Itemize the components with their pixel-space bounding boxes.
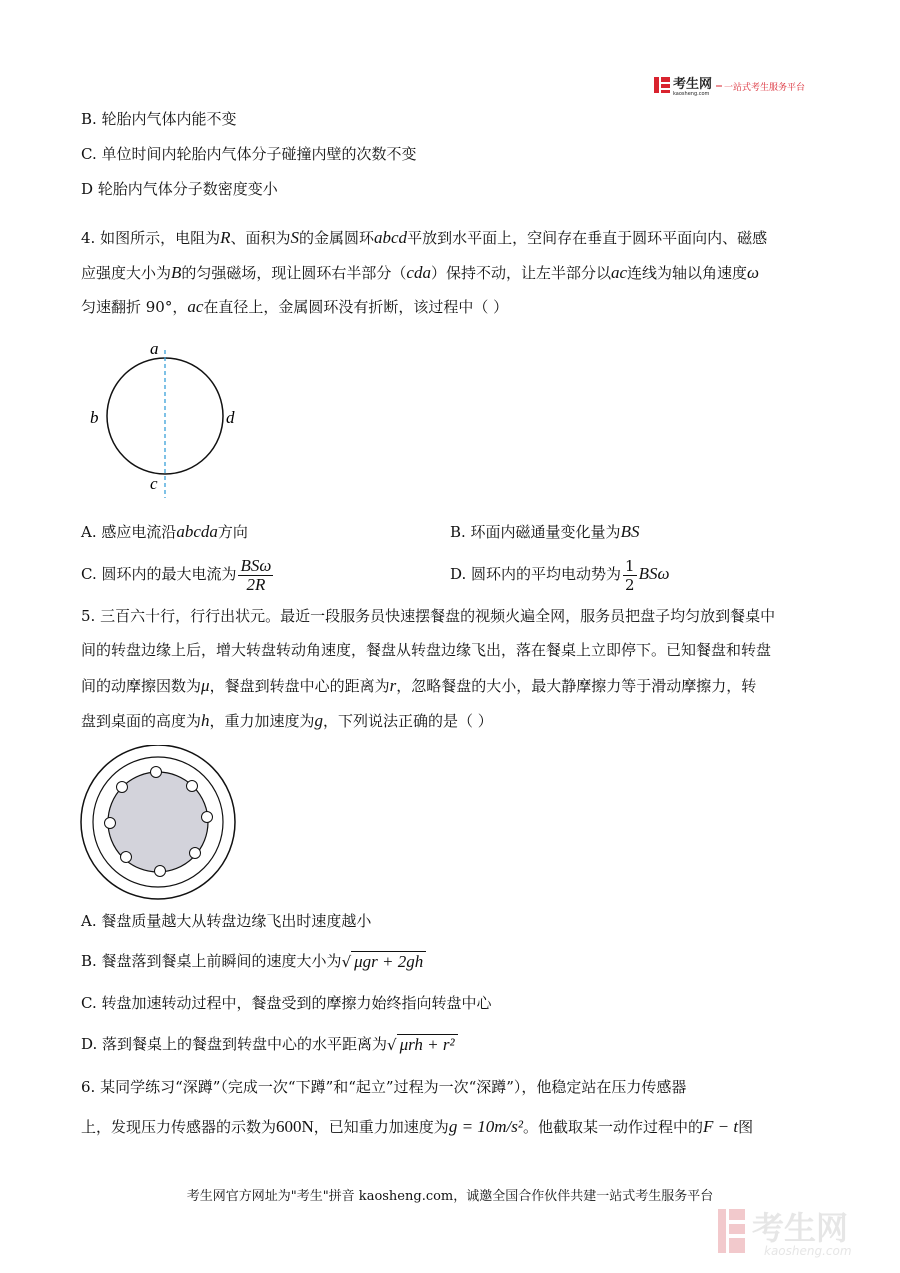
plate bbox=[117, 782, 128, 793]
q5-line-3: 间的动摩擦因数为μ，餐盘到转盘中心的距离为r，忽略餐盘的大小，最大静摩擦力等于滑动摩擦力，转 bbox=[81, 676, 757, 695]
prev-option-b: B. 轮胎内气体内能不变 bbox=[81, 110, 237, 128]
q4-ring-figure bbox=[80, 330, 260, 505]
q5-option-d: D. 落到餐桌上的餐盘到转盘中心的水平距离为√ μrh + r² bbox=[81, 1030, 458, 1059]
logo-slogan: 一站式考生服务平台 bbox=[724, 83, 806, 93]
sqrt-sign: √ μgr + 2gh bbox=[342, 948, 427, 976]
sqrt-sign: √ μrh + r² bbox=[387, 1031, 458, 1059]
q5-line-4: 盘到桌面的高度为h，重力加速度为g，下列说法正确的是（ ） bbox=[81, 711, 493, 730]
q6-line-2: 上，发现压力传感器的示数为600N，已知重力加速度为g = 10m/s²。他截取某一动作过程中的F − t图 bbox=[81, 1117, 754, 1136]
q5-option-b: B. 餐盘落到餐桌上前瞬间的速度大小为√ μgr + 2gh bbox=[81, 947, 426, 976]
kaosheng-logo bbox=[650, 74, 820, 98]
kaosheng-watermark bbox=[712, 1201, 892, 1261]
prev-option-d: D 轮胎内气体分子数密度变小 bbox=[81, 180, 278, 198]
q4-option-b: B. 环面内磁通量变化量为BS bbox=[450, 522, 640, 541]
q5-option-a: A. 餐盘质量越大从转盘边缘飞出时速度越小 bbox=[81, 912, 372, 930]
label-c: c bbox=[150, 474, 158, 493]
turntable-figure bbox=[80, 745, 240, 900]
plate bbox=[187, 781, 198, 792]
logo-domain: kaosheng.com bbox=[673, 91, 710, 97]
q4-option-a: A. 感应电流沿abcda方向 bbox=[81, 522, 248, 541]
label-d: d bbox=[226, 408, 235, 427]
page-footer: 考生网官方网址为"考生"拼音 kaosheng.com，诚邀全国合作伙伴共建一站式考生服务平台 bbox=[186, 1189, 714, 1204]
label-b: b bbox=[90, 408, 99, 427]
plate bbox=[155, 866, 166, 877]
q4-line-2: 应强度大小为B的匀强磁场，现让圆环右半部分（cda）保持不动，让左半部分以ac连线为轴以角速度ω bbox=[81, 263, 760, 282]
plate bbox=[151, 767, 162, 778]
watermark-domain: kaosheng.com bbox=[764, 1244, 852, 1258]
q4-option-d: D. 圆环内的平均电动势为 $\frac{1}{2}$ BSω bbox=[450, 556, 670, 594]
q6-line-1: 6. 某同学练习“深蹲”（完成一次“下蹲”和“起立”过程为一次“深蹲”），他稳定站在压力传感器 bbox=[81, 1078, 687, 1096]
plate bbox=[121, 852, 132, 863]
q4-line-3: 匀速翻折 90°，ac在直径上，金属圆环没有折断，该过程中（ ） bbox=[81, 297, 509, 316]
q5-line-2: 间的转盘边缘上后，增大转盘转动角速度，餐盘从转盘边缘飞出，落在餐桌上立即停下。已知餐盘和转盘 bbox=[81, 641, 772, 659]
q4-line-1: 4. 如图所示，电阻为R、面积为S的金属圆环abcd平放到水平面上，空间存在垂直于圆环平面向内、磁感 bbox=[81, 228, 768, 247]
label-a: a bbox=[150, 339, 159, 358]
plate bbox=[202, 812, 213, 823]
plate bbox=[190, 848, 201, 859]
q4-option-c: C. 圆环内的最大电流为 $\frac{\text{BSω}}{2R}$ bbox=[81, 555, 272, 594]
watermark-brand: 考生网 bbox=[752, 1209, 849, 1247]
prev-option-c: C. 单位时间内轮胎内气体分子碰撞内壁的次数不变 bbox=[81, 145, 417, 163]
logo-brand: 考生网 bbox=[673, 77, 713, 92]
q5-line-1: 5. 三百六十行，行行出状元。最近一段服务员快速摆餐盘的视频火遍全网，服务员把盘子均匀放到餐桌中 bbox=[81, 607, 776, 625]
plate bbox=[105, 818, 116, 829]
q5-option-c: C. 转盘加速转动过程中，餐盘受到的摩擦力始终指向转盘中心 bbox=[81, 994, 492, 1012]
